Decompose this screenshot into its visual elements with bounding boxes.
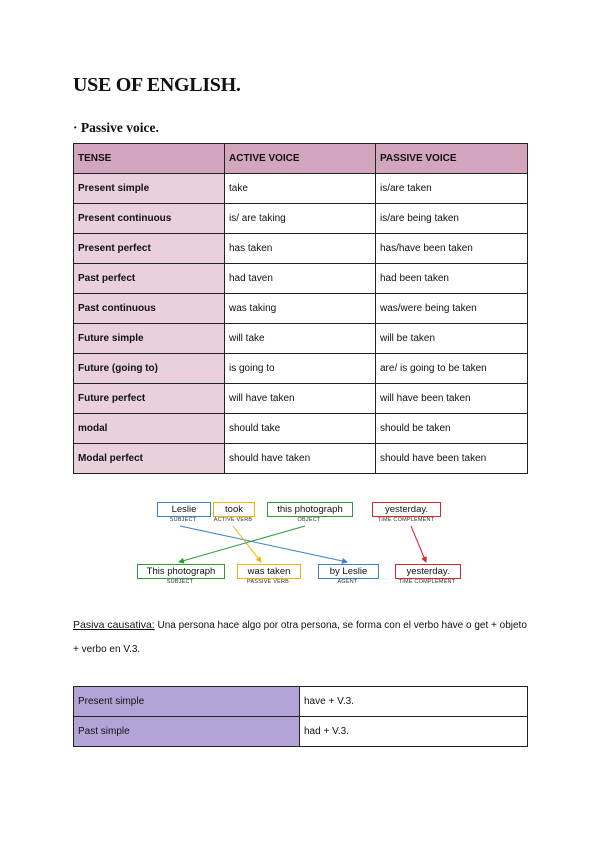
arrow-time-to-time (411, 526, 426, 562)
header-passive-voice: PASSIVE VOICE (376, 144, 528, 174)
passive-cell: had been taken (376, 264, 528, 294)
table-row (74, 687, 528, 717)
page-title: USE OF ENGLISH. (73, 74, 241, 96)
causative-paragraph (73, 613, 533, 662)
table-row (74, 444, 528, 474)
table-row (74, 324, 528, 354)
arrow-verb-to-passive-verb (233, 526, 261, 562)
passive-cell: should have been taken (376, 444, 528, 474)
tense-cell: Present simple (74, 174, 225, 204)
passive-cell: is/are being taken (376, 204, 528, 234)
causative-text: Una persona hace algo por otra persona, se forma con el verbo have o get + objeto + verbo en V.3. (73, 620, 527, 655)
header-active-voice: ACTIVE VOICE (225, 144, 376, 174)
section-title: · Passive voice. (73, 120, 159, 135)
causative-form-cell: had + V.3. (300, 717, 528, 747)
table-row (74, 234, 528, 264)
table-row (74, 174, 528, 204)
tense-cell: Present perfect (74, 234, 225, 264)
causative-table (73, 686, 528, 747)
passive-cell: is/are taken (376, 174, 528, 204)
passive-transformation-diagram (135, 495, 465, 590)
passive-cell: has/have been taken (376, 234, 528, 264)
tense-cell: Modal perfect (74, 444, 225, 474)
table-header-row (74, 144, 528, 174)
passive-cell: are/ is going to be taken (376, 354, 528, 384)
passive-time-role: TIME COMPLEMENT (398, 579, 456, 585)
passive-agent-role: AGENT (337, 579, 358, 585)
table-row (74, 414, 528, 444)
causative-tense-cell: Present simple (74, 687, 300, 717)
tense-cell: Past continuous (74, 294, 225, 324)
causative-form-cell: have + V.3. (300, 687, 528, 717)
active-subject-role: SUBJECT (169, 517, 197, 523)
causative-tense-cell: Past simple (74, 717, 300, 747)
active-cell: is/ are taking (225, 204, 376, 234)
passive-cell: should be taken (376, 414, 528, 444)
passive-subject-box: This photograph (137, 564, 225, 579)
passive-cell: was/were being taken (376, 294, 528, 324)
tense-cell: Present continuous (74, 204, 225, 234)
active-object-role: OBJECT (297, 517, 321, 523)
passive-agent-box: by Leslie (318, 564, 379, 579)
active-cell: will have taken (225, 384, 376, 414)
passive-cell: will have been taken (376, 384, 528, 414)
passive-verb-role: PASSIVE VERB (246, 579, 290, 585)
active-time-box: yesterday. (372, 502, 441, 517)
active-cell: take (225, 174, 376, 204)
tense-cell: Future simple (74, 324, 225, 354)
table-row (74, 717, 528, 747)
tense-cell: modal (74, 414, 225, 444)
passive-time-box: yesterday. (395, 564, 461, 579)
active-cell: should take (225, 414, 376, 444)
table-row (74, 354, 528, 384)
active-time-role: TIME COMPLEMENT (377, 517, 435, 523)
active-cell: was taking (225, 294, 376, 324)
active-subject-box: Leslie (157, 502, 211, 517)
active-cell: should have taken (225, 444, 376, 474)
active-cell: has taken (225, 234, 376, 264)
table-row (74, 264, 528, 294)
active-cell: had taven (225, 264, 376, 294)
table-row (74, 204, 528, 234)
table-row (74, 294, 528, 324)
table-row (74, 384, 528, 414)
active-object-box: this photograph (267, 502, 353, 517)
active-cell: is going to (225, 354, 376, 384)
active-verb-role: ACTIVE VERB (213, 517, 253, 523)
passive-subject-role: SUBJECT (166, 579, 194, 585)
passive-verb-box: was taken (237, 564, 301, 579)
causative-heading: Pasiva causativa: (73, 619, 155, 631)
passive-voice-table (73, 143, 528, 474)
arrow-object-to-subject (179, 526, 305, 562)
tense-cell: Future (going to) (74, 354, 225, 384)
active-cell: will take (225, 324, 376, 354)
arrow-subject-to-agent (180, 526, 347, 562)
tense-cell: Past perfect (74, 264, 225, 294)
tense-cell: Future perfect (74, 384, 225, 414)
passive-cell: will be taken (376, 324, 528, 354)
header-tense: TENSE (74, 144, 225, 174)
active-verb-box: took (213, 502, 255, 517)
